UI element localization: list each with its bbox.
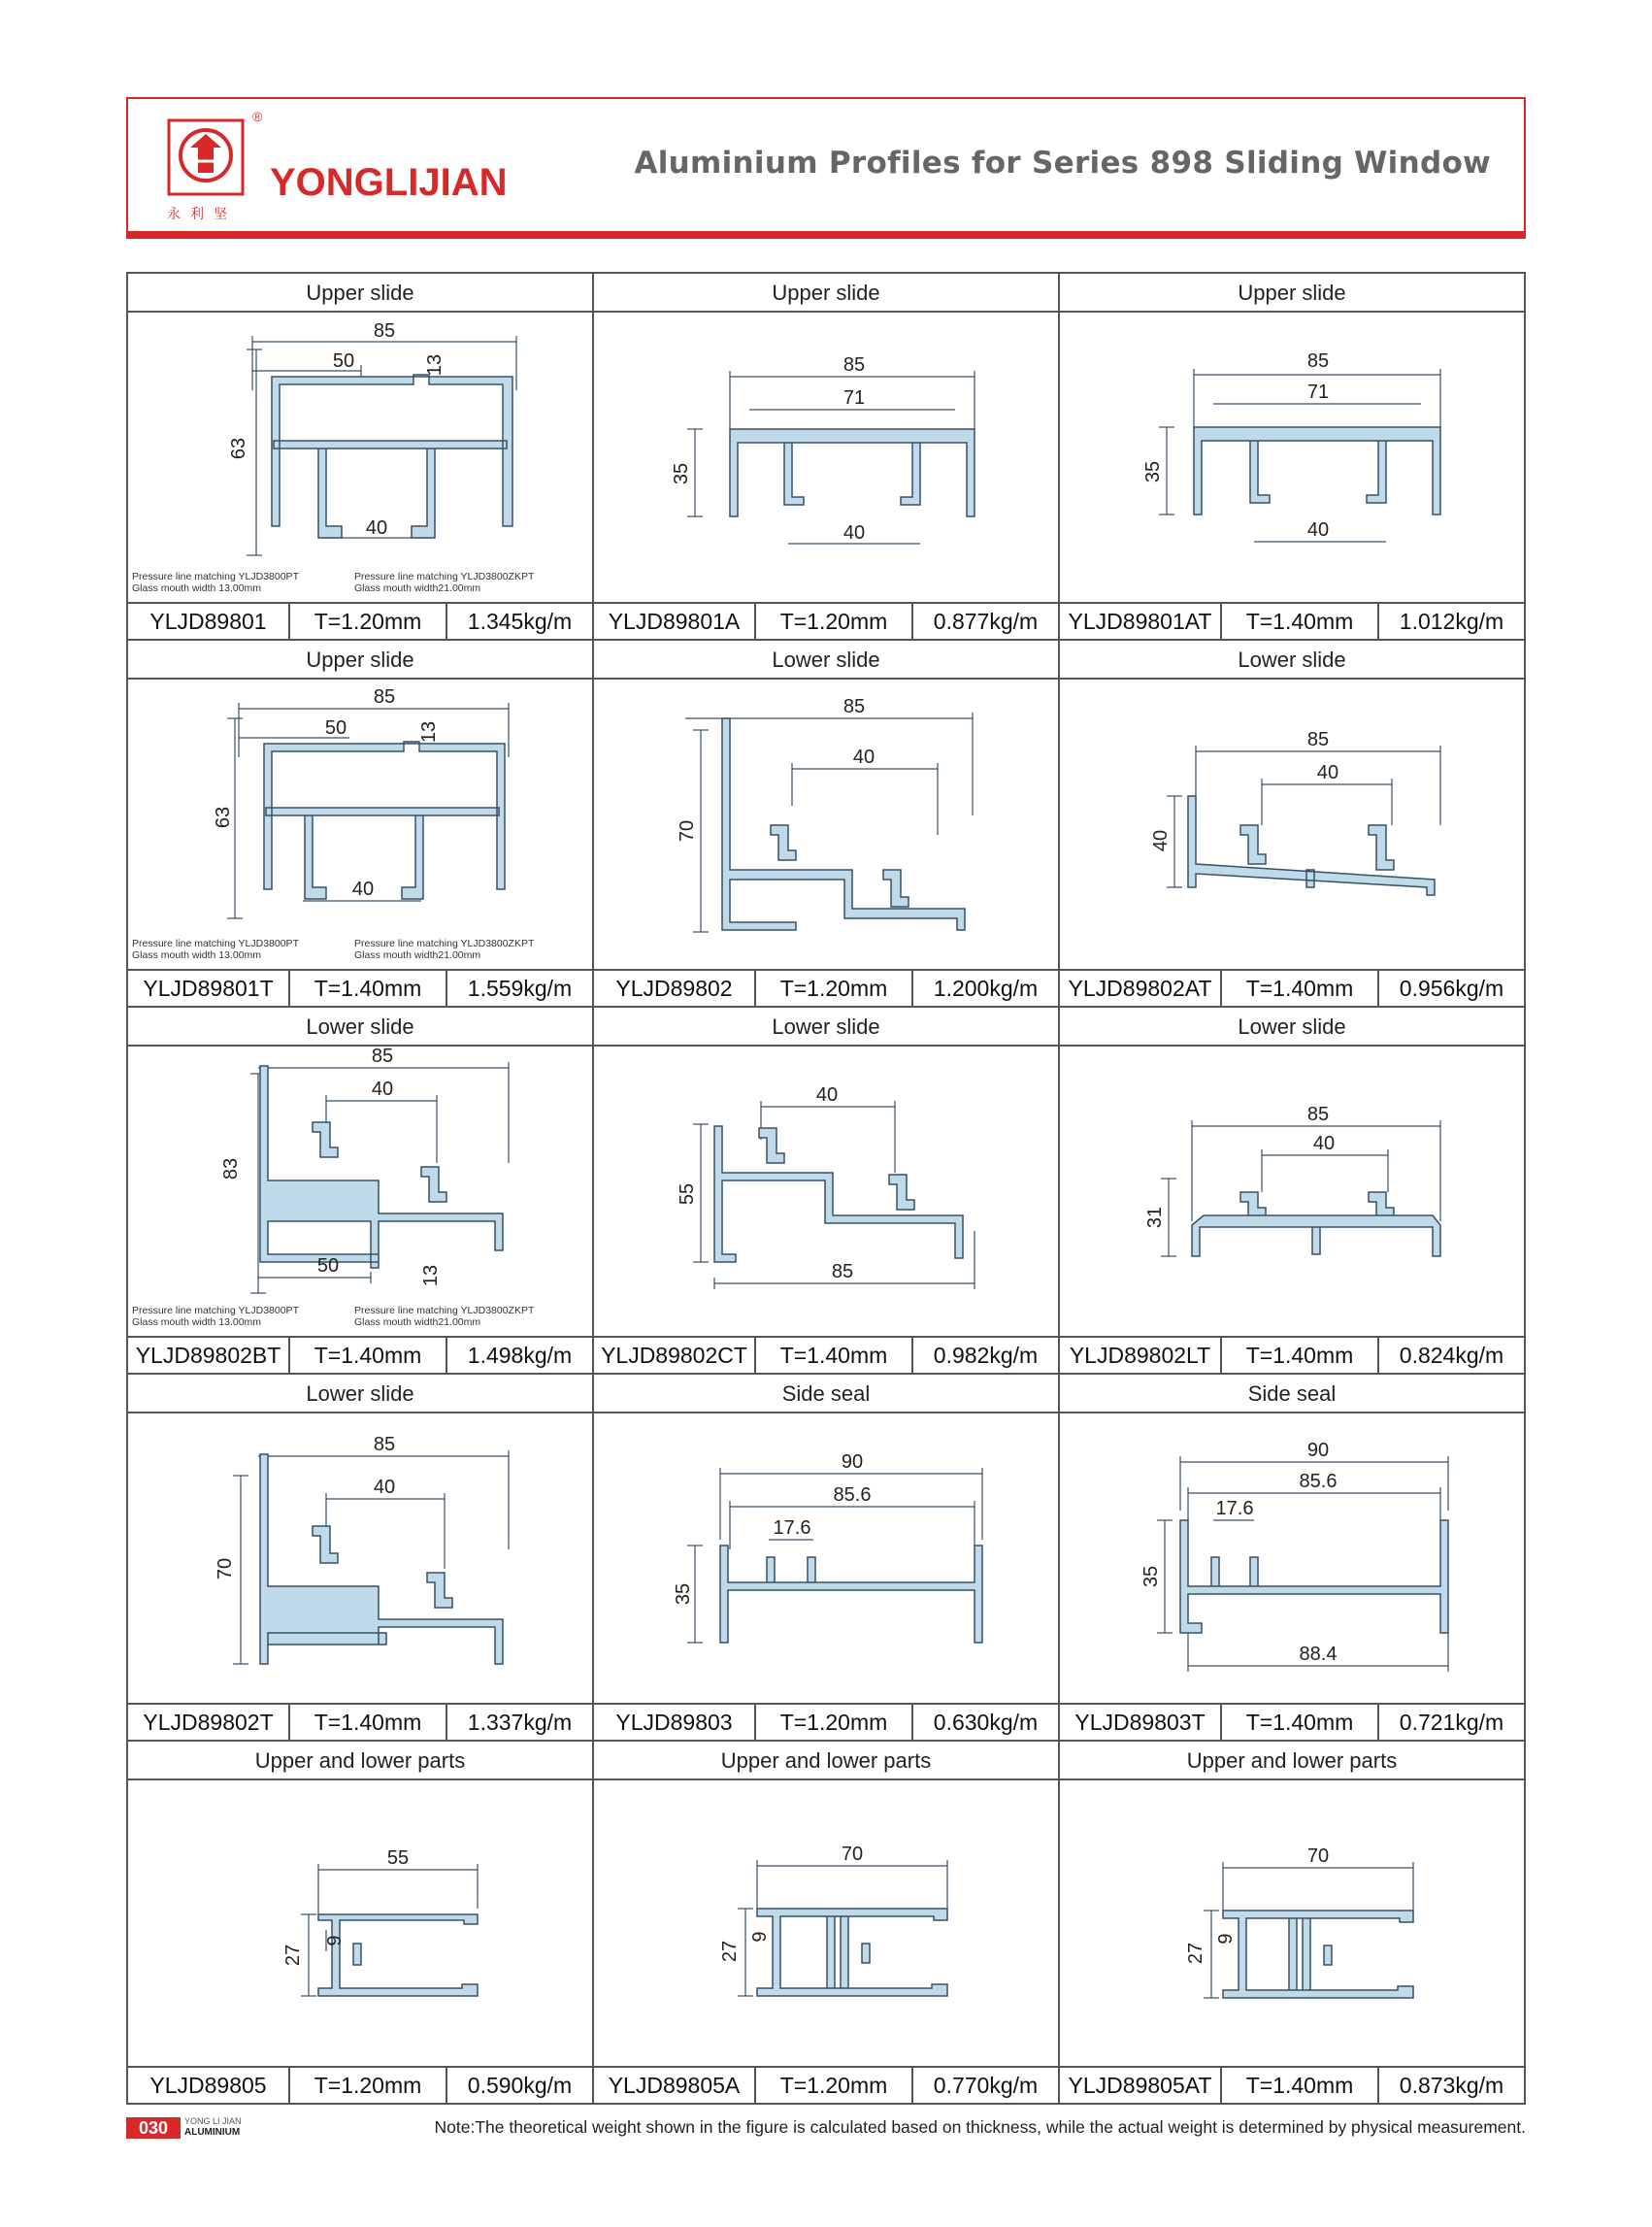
profile-thickness: T=1.20mm [290,2068,447,2103]
profile-weight: 1.200kg/m [933,976,1039,1001]
profile-spec-row [594,602,1058,639]
dim-label: 50 [316,1255,340,1277]
pressure-note-left: Pressure line matching YLJD3800PT Glass mouth width 13.00mm [132,938,299,961]
profile-drawing [594,680,1058,961]
profile-spec-row [594,969,1058,1006]
brand-name: YONGLIJIAN [270,161,508,204]
profile-thickness: T=1.40mm [1222,1705,1379,1740]
profile-spec-row [594,1336,1058,1373]
dim-label: 70 [215,1557,236,1580]
dim-label: 70 [677,819,698,843]
dim-label: 83 [220,1157,242,1180]
dim-label: 55 [386,1847,410,1869]
dim-label: 40 [843,522,866,544]
profile-thickness: T=1.40mm [290,1338,447,1373]
profile-cell-8 [594,1008,1060,1375]
pressure-note-left: Pressure line matching YLJD3800PT Glass mouth width 13.00mm [132,1305,299,1328]
profile-spec-row [128,1336,592,1373]
profile-code: YLJD89805A [594,2068,756,2103]
profile-spec-row [1060,1703,1524,1740]
dim-label: 85 [1306,350,1330,372]
dim-label: 50 [324,717,347,739]
profile-weight: 1.337kg/m [467,1710,573,1735]
profile-thickness: T=1.20mm [756,604,913,639]
profile-title: Upper and lower parts [128,1742,592,1780]
profile-cell-13 [128,1742,594,2103]
profile-title: Side seal [1060,1375,1524,1413]
profile-code: YLJD89802 [594,971,756,1006]
dim-label: 9 [1215,1933,1237,1944]
profile-thickness: T=1.40mm [756,1338,913,1373]
dim-label: 13 [420,1264,442,1287]
profile-title: Lower slide [1060,1008,1524,1047]
profile-code: YLJD89805AT [1060,2068,1222,2103]
dim-label: 35 [1140,1565,1162,1588]
dim-label: 40 [1150,829,1172,852]
dim-label: 35 [671,462,692,485]
profile-title: Lower slide [1060,641,1524,680]
profile-title: Upper slide [128,274,592,313]
dim-label: 35 [1142,460,1164,483]
dim-label: 85.6 [833,1484,872,1506]
profile-cell-15 [1060,1742,1524,2103]
dim-label: 85 [373,320,396,342]
profile-spec-row [128,2066,592,2103]
profile-spec-row [128,602,592,639]
profile-cell-9 [1060,1008,1524,1375]
profile-drawing [1060,1780,1524,2062]
profile-weight: 0.770kg/m [933,2073,1039,2098]
profile-code: YLJD89802LT [1060,1338,1222,1373]
dim-label: 40 [815,1084,839,1106]
dim-label: 85 [1306,1104,1330,1125]
dim-label: 40 [852,747,876,768]
profile-title: Side seal [594,1375,1058,1413]
profile-thickness: T=1.20mm [756,971,913,1006]
profile-catalog-grid [126,272,1526,2105]
profile-weight: 0.630kg/m [933,1710,1039,1735]
profile-title: Lower slide [128,1008,592,1047]
profile-code: YLJD89801 [128,604,290,639]
profile-spec-row [128,969,592,1006]
profile-cell-11 [594,1375,1060,1742]
profile-title: Lower slide [594,1008,1058,1047]
dim-label: 27 [282,1944,304,1967]
dim-label: 17.6 [1215,1498,1254,1519]
profile-cell-14 [594,1742,1060,2103]
profile-code: YLJD89801AT [1060,604,1222,639]
profile-drawing [128,1047,592,1328]
profile-weight: 0.590kg/m [467,2073,573,2098]
profile-drawing [594,1047,1058,1328]
profile-code: YLJD89803 [594,1705,756,1740]
profile-weight: 0.721kg/m [1399,1710,1504,1735]
profile-code: YLJD89801T [128,971,290,1006]
profile-drawing [594,1780,1058,2062]
header-divider [126,231,1526,239]
dim-label: 9 [324,1935,346,1946]
profile-drawing [1060,1047,1524,1328]
dim-label: 85 [371,1047,394,1067]
page-number: 030 [126,2117,181,2139]
dim-label: 40 [351,879,375,900]
profile-drawing [128,680,592,961]
profile-cell-10 [128,1375,594,1742]
dim-label: 88.4 [1299,1644,1338,1665]
profile-drawing [1060,1413,1524,1695]
profile-drawing [128,313,592,594]
footer-brand: YONG LI JIAN [184,2116,242,2126]
profile-title: Upper and lower parts [594,1742,1058,1780]
profile-cell-1 [128,274,594,641]
profile-weight: 0.956kg/m [1399,976,1504,1001]
profile-weight: 1.012kg/m [1399,609,1504,634]
profile-code: YLJD89802CT [594,1338,756,1373]
dim-label: 17.6 [773,1517,811,1539]
profile-cell-6 [1060,641,1524,1008]
dim-label: 90 [1306,1440,1330,1461]
profile-spec-row [594,1703,1058,1740]
dim-label: 40 [365,517,388,539]
pressure-note-right: Pressure line matching YLJD3800ZKPT Glass mouth width21.00mm [354,938,535,961]
dim-label: 63 [228,437,249,460]
dim-label: 85 [1306,729,1330,750]
profile-spec-row [1060,1336,1524,1373]
profile-code: YLJD89803T [1060,1705,1222,1740]
profile-title: Upper slide [128,641,592,680]
profile-weight: 1.498kg/m [467,1343,573,1368]
profile-code: YLJD89802T [128,1705,290,1740]
page-header [126,97,1526,235]
dim-label: 35 [673,1582,694,1606]
dim-label: 31 [1144,1206,1166,1229]
dim-label: 85 [843,354,866,376]
profile-spec-row [1060,2066,1524,2103]
dim-label: 85 [373,686,396,708]
profile-cell-2 [594,274,1060,641]
dim-label: 40 [373,1477,396,1498]
profile-cell-7 [128,1008,594,1375]
profile-cell-3 [1060,274,1524,641]
page-footer [126,2114,1526,2144]
profile-spec-row [128,1703,592,1740]
dim-label: 85 [831,1261,854,1282]
profile-thickness: T=1.20mm [756,2068,913,2103]
profile-thickness: T=1.20mm [290,604,447,639]
profile-drawing [1060,680,1524,961]
profile-drawing [128,1780,592,2062]
profile-thickness: T=1.40mm [1222,1338,1379,1373]
registered-mark: ® [252,109,263,124]
profile-spec-row [1060,969,1524,1006]
dim-label: 70 [1306,1845,1330,1867]
pressure-note-left: Pressure line matching YLJD3800PT Glass mouth width 13.00mm [132,571,299,594]
dim-label: 13 [424,353,446,377]
profile-weight: 0.873kg/m [1399,2073,1504,2098]
profile-weight: 0.982kg/m [933,1343,1039,1368]
profile-drawing [594,1413,1058,1695]
profile-weight: 1.345kg/m [467,609,573,634]
dim-label: 40 [1306,519,1330,541]
profile-cell-12 [1060,1375,1524,1742]
dim-label: 40 [371,1079,394,1100]
profile-drawing [1060,313,1524,594]
dim-label: 27 [1185,1942,1206,1965]
profile-code: YLJD89805 [128,2068,290,2103]
profile-drawing [128,1413,592,1695]
profile-title: Upper slide [594,274,1058,313]
profile-cell-4 [128,641,594,1008]
dim-label: 40 [1316,762,1339,783]
footer-brand-sub: ALUMINIUM [184,2127,241,2138]
dim-label: 40 [1312,1133,1336,1154]
page-title: Aluminium Profiles for Series 898 Sliding Window [634,146,1491,181]
profile-title: Lower slide [594,641,1058,680]
dim-label: 70 [841,1844,864,1865]
dim-label: 63 [213,806,234,829]
profile-thickness: T=1.40mm [290,971,447,1006]
profile-thickness: T=1.40mm [290,1705,447,1740]
brand-name-chinese: 永利坚 [167,207,237,222]
dim-label: 27 [719,1940,741,1963]
dim-label: 85.6 [1299,1471,1338,1492]
dim-label: 71 [1306,382,1330,403]
profile-thickness: T=1.40mm [1222,2068,1379,2103]
pressure-note-right: Pressure line matching YLJD3800ZKPT Glass mouth width21.00mm [354,571,535,594]
dim-label: 55 [677,1182,698,1206]
weight-note: Note:The theoretical weight shown in the figure is calculated based on thickness, while the actual weight is determined by physical measurement. [434,2117,1526,2137]
profile-drawing [594,313,1058,594]
profile-weight: 0.877kg/m [933,609,1039,634]
brand-logo [167,118,245,200]
dim-label: 50 [332,350,355,372]
profile-thickness: T=1.20mm [756,1705,913,1740]
profile-title: Upper and lower parts [1060,1742,1524,1780]
profile-spec-row [1060,602,1524,639]
profile-code: YLJD89802BT [128,1338,290,1373]
profile-weight: 0.824kg/m [1399,1343,1504,1368]
profile-weight: 1.559kg/m [467,976,573,1001]
profile-cell-5 [594,641,1060,1008]
profile-thickness: T=1.40mm [1222,604,1379,639]
profile-thickness: T=1.40mm [1222,971,1379,1006]
pressure-note-right: Pressure line matching YLJD3800ZKPT Glass mouth width21.00mm [354,1305,535,1328]
dim-label: 13 [418,720,440,744]
dim-label: 9 [749,1931,771,1943]
profile-code: YLJD89802AT [1060,971,1222,1006]
dim-label: 71 [843,387,866,409]
dim-label: 85 [843,696,866,717]
profile-code: YLJD89801A [594,604,756,639]
profile-spec-row [594,2066,1058,2103]
profile-title: Lower slide [128,1375,592,1413]
profile-title: Upper slide [1060,274,1524,313]
dim-label: 85 [373,1434,396,1455]
dim-label: 90 [841,1451,864,1473]
